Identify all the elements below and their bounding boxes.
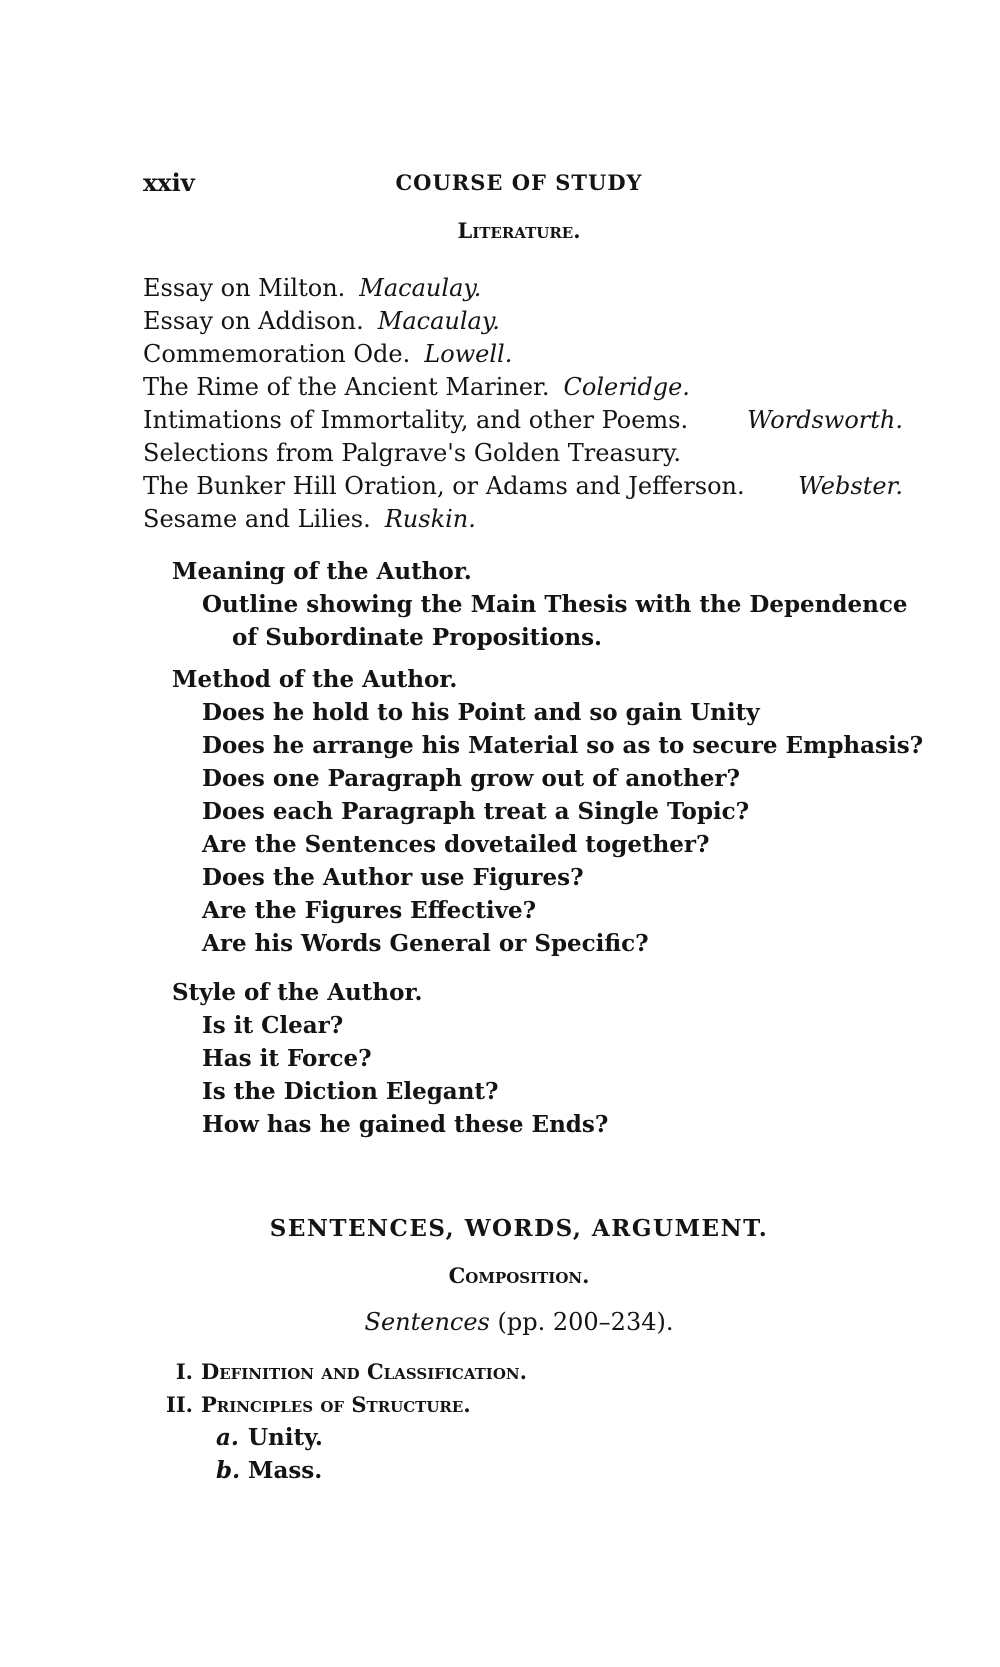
book-title: Essay on Milton. xyxy=(143,274,346,302)
outline-label: Definition and Classification. xyxy=(201,1359,527,1384)
book-author: Ruskin. xyxy=(384,505,476,533)
book-title: Essay on Addison. xyxy=(143,307,364,335)
topic-title: Sentences xyxy=(364,1308,490,1336)
question-item: Does he hold to his Point and so gain Unity xyxy=(202,699,760,726)
composition-heading: Composition. xyxy=(448,1263,590,1288)
question-item: Is it Clear? xyxy=(202,1012,344,1039)
reading-list-item xyxy=(143,338,903,371)
subitem-label: Mass. xyxy=(248,1457,323,1484)
outline-list xyxy=(143,1355,903,1487)
section-title: Method of the Author. xyxy=(172,666,458,693)
outline-line: Outline showing the Main Thesis with the Dependence xyxy=(202,591,908,618)
reading-list-item xyxy=(143,470,903,503)
outline-subitem xyxy=(143,1454,903,1487)
subitem-label: Unity. xyxy=(248,1424,323,1451)
reading-list xyxy=(143,272,903,536)
roman-numeral: I. xyxy=(175,1359,193,1384)
question-item: Are the Figures Effective? xyxy=(202,897,537,924)
book-author: Macaulay. xyxy=(377,307,500,335)
part-heading: SENTENCES, WORDS, ARGUMENT. xyxy=(269,1215,769,1242)
section-title: Style of the Author. xyxy=(172,979,423,1006)
question-item: Does each Paragraph treat a Single Topic? xyxy=(202,798,750,825)
outline-line: of Subordinate Propositions. xyxy=(232,624,603,651)
book-author: Wordsworth. xyxy=(747,406,903,434)
reading-list-item xyxy=(143,404,903,437)
reading-list-item xyxy=(143,272,903,305)
book-author: Lowell. xyxy=(424,340,513,368)
book-title: The Bunker Hill Oration, or Adams and Jefferson. xyxy=(143,472,745,500)
reading-list-item xyxy=(143,305,903,338)
question-item: Are his Words General or Specific? xyxy=(202,930,649,957)
question-item: How has he gained these Ends? xyxy=(202,1111,609,1138)
question-item: Are the Sentences dovetailed together? xyxy=(202,831,710,858)
method-section xyxy=(172,663,924,960)
question-item: Does he arrange his Material so as to secure Emphasis? xyxy=(202,732,924,759)
style-section xyxy=(172,976,902,1141)
section-title: Meaning of the Author. xyxy=(172,558,472,585)
book-title: Commemoration Ode. xyxy=(143,340,411,368)
outline-item xyxy=(143,1388,903,1421)
book-title: Selections from Palgrave's Golden Treasury. xyxy=(143,439,682,467)
roman-numeral: II. xyxy=(166,1392,193,1417)
running-title: COURSE OF STUDY xyxy=(395,170,643,195)
question-item: Does the Author use Figures? xyxy=(202,864,584,891)
book-author: Macaulay. xyxy=(359,274,482,302)
meaning-section xyxy=(172,555,908,654)
page-range: (pp. 200–234). xyxy=(497,1308,674,1336)
literature-heading: Literature. xyxy=(457,218,581,243)
reading-list-item xyxy=(143,437,903,470)
page-header xyxy=(143,168,895,208)
page-number: xxiv xyxy=(143,168,195,197)
book-title: Sesame and Lilies. xyxy=(143,505,371,533)
book-title: Intimations of Immortality, and other Poems. xyxy=(143,406,689,434)
outline-item xyxy=(143,1355,903,1388)
reading-list-item xyxy=(143,503,903,536)
question-item: Does one Paragraph grow out of another? xyxy=(202,765,740,792)
reading-list-item xyxy=(143,371,903,404)
question-item: Has it Force? xyxy=(202,1045,372,1072)
book-author: Coleridge. xyxy=(563,373,690,401)
sentences-heading xyxy=(143,1308,895,1336)
question-item: Is the Diction Elegant? xyxy=(202,1078,499,1105)
outline-label: Principles of Structure. xyxy=(201,1392,471,1417)
book-title: The Rime of the Ancient Mariner. xyxy=(143,373,550,401)
subitem-letter: a. xyxy=(216,1424,239,1451)
book-author: Webster. xyxy=(798,472,903,500)
subitem-letter: b. xyxy=(216,1457,241,1484)
outline-subitem xyxy=(143,1421,903,1454)
